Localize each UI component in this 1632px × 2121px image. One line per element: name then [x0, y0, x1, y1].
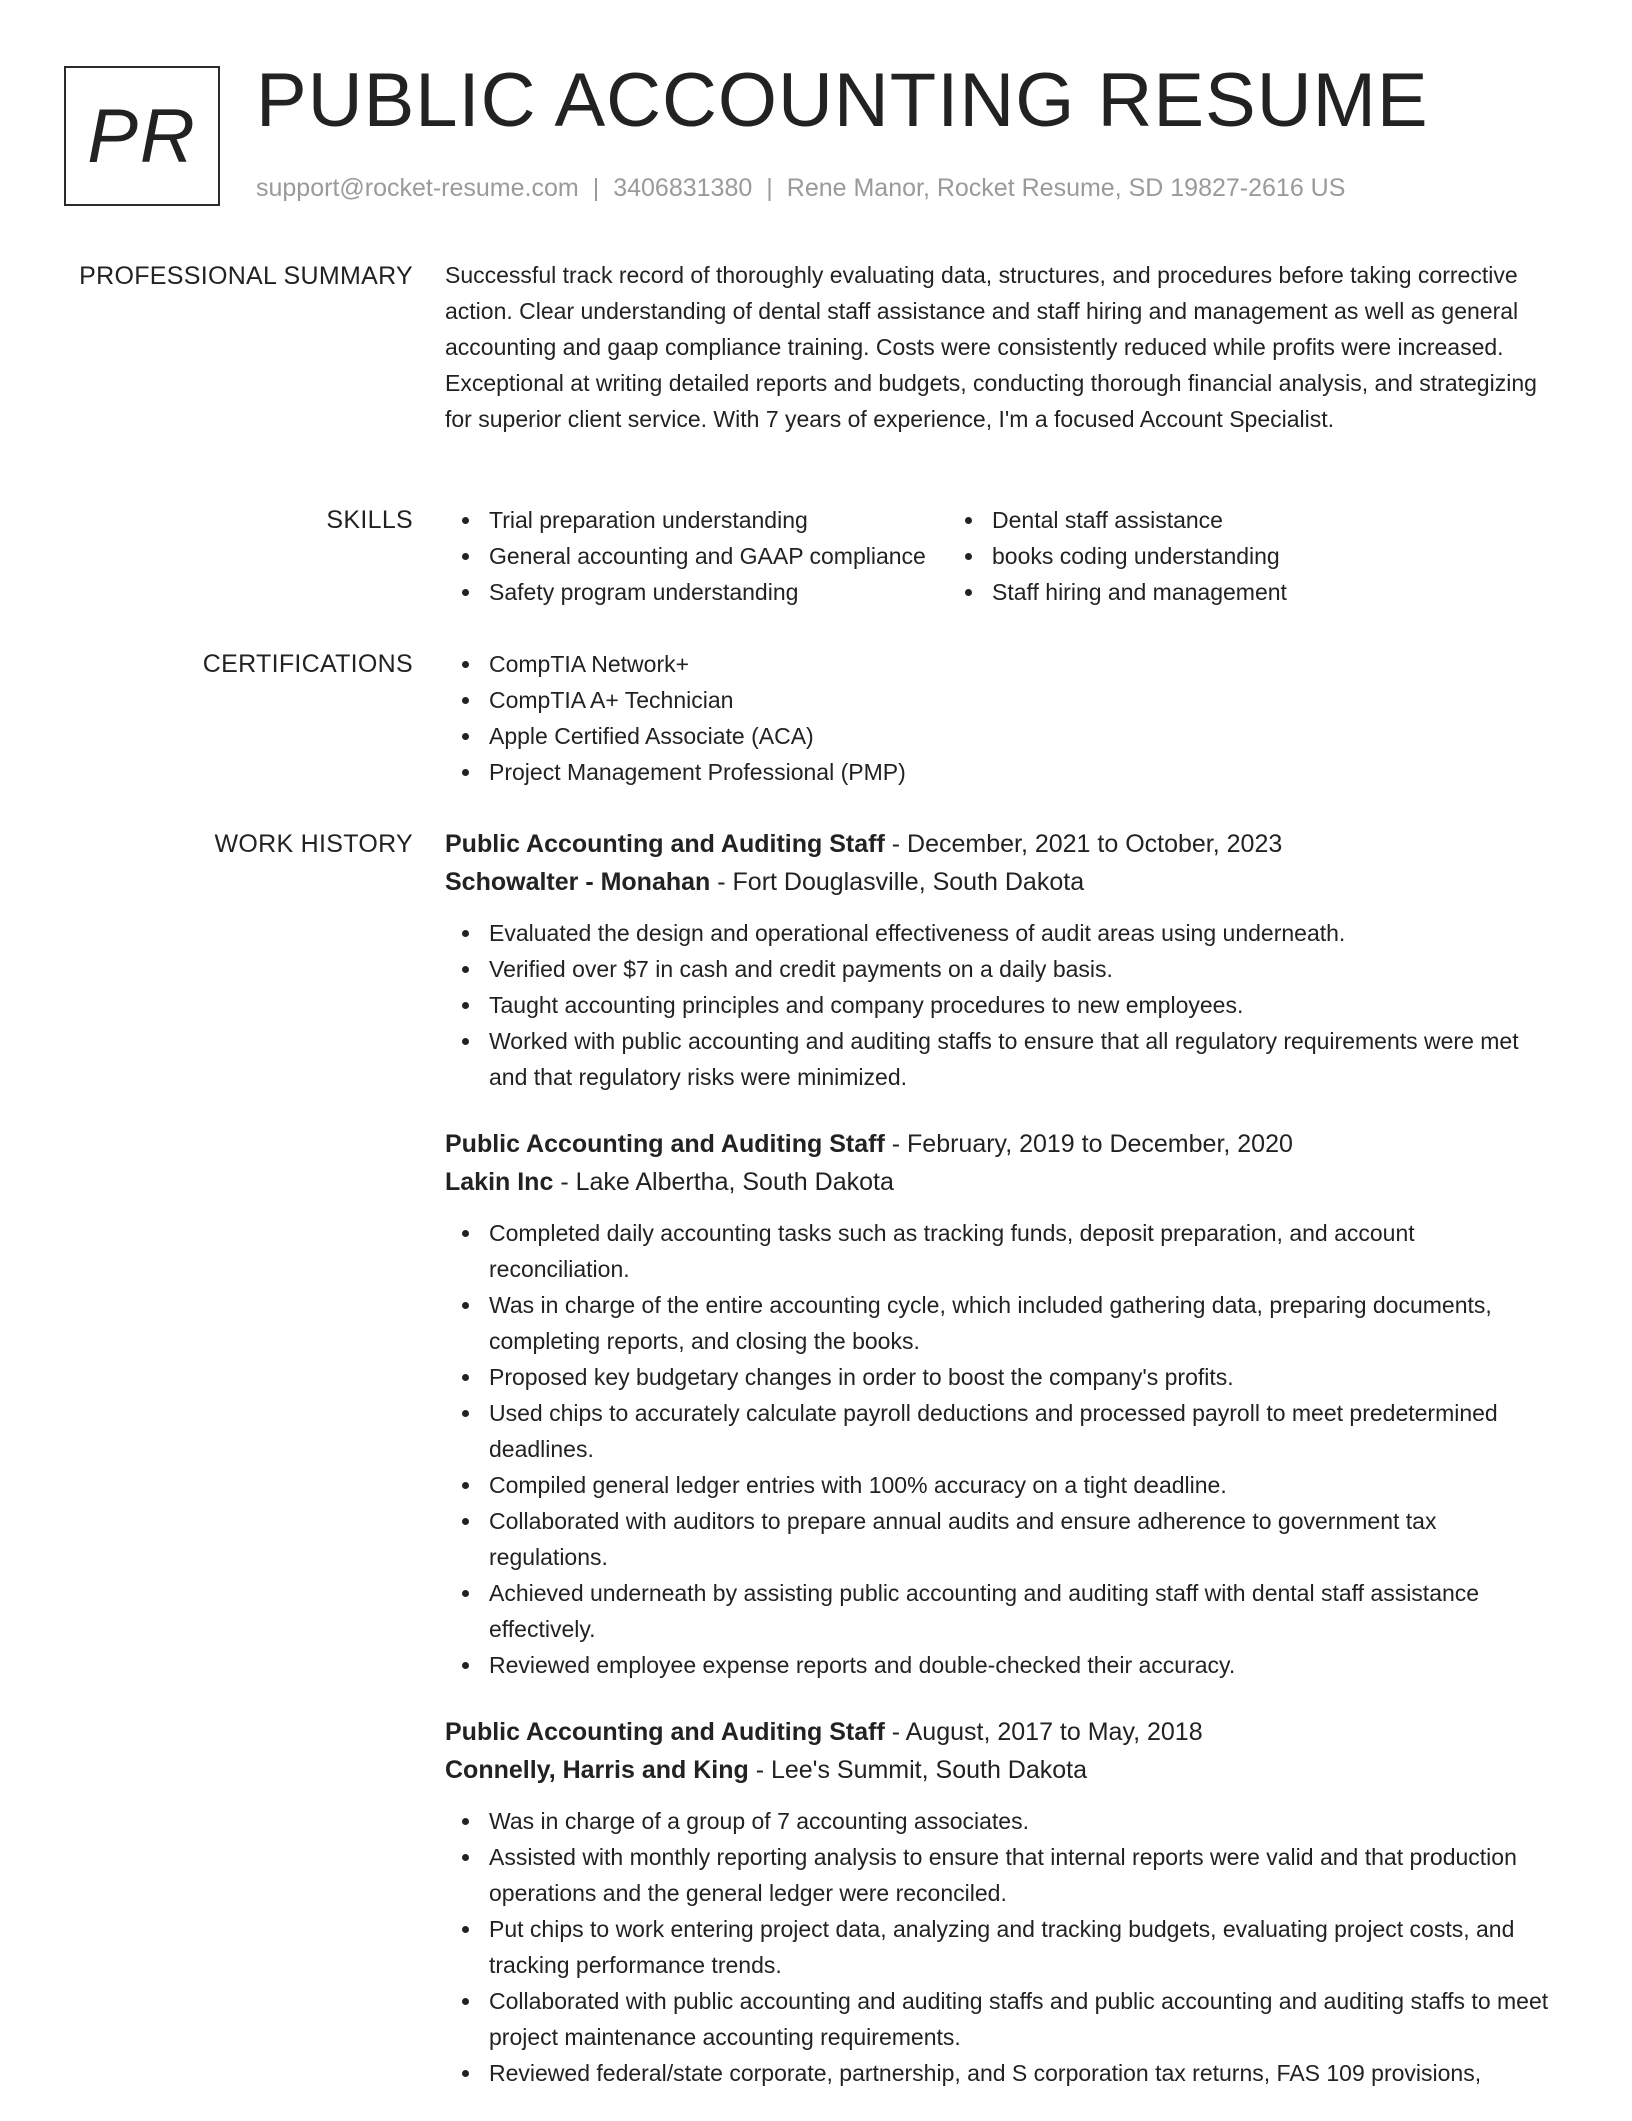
job-dates: - February, 2019 to December, 2020 — [884, 1130, 1293, 1158]
list-item: Evaluated the design and operational effectiveness of audit areas using underneath. — [489, 915, 1560, 951]
list-item: Safety program understanding — [489, 574, 948, 610]
job-dates: - August, 2017 to May, 2018 — [884, 1718, 1203, 1746]
job-entry — [445, 825, 1560, 1095]
list-item: Collaborated with auditors to prepare annual audits and ensure adherence to government tax regulations. — [489, 1503, 1560, 1575]
job-company-line — [445, 1163, 1560, 1201]
list-item: Achieved underneath by assisting public accounting and auditing staff with dental staff assistance effectively. — [489, 1575, 1560, 1647]
list-item: books coding understanding — [992, 538, 1287, 574]
job-location: - Lake Albertha, South Dakota — [553, 1168, 894, 1196]
summary-text: Successful track record of thoroughly evaluating data, structures, and procedures before taking corrective action. Clear understanding of dental staff assistance and staff hiring and management as well as general accounting and gaap compliance training. Costs were consistently reduced while profits were increased. Exceptional at writing detailed reports and budgets, conducting thorough financial analysis, and strategizing for superior client service. With 7 years of experience, I'm a focused Account Specialist. — [445, 262, 1537, 432]
job-title-line — [445, 1713, 1560, 1751]
certifications-list — [445, 646, 1560, 790]
list-item: Collaborated with public accounting and auditing staffs and public accounting and auditing staffs to meet project maintenance accounting requirements. — [489, 1983, 1560, 2055]
list-item: General accounting and GAAP compliance — [489, 538, 948, 574]
monogram-box — [64, 66, 220, 206]
list-item: Used chips to accurately calculate payroll deductions and processed payroll to meet predetermined deadlines. — [489, 1395, 1560, 1467]
job-company: Connelly, Harris and King — [445, 1756, 749, 1784]
list-item: Was in charge of the entire accounting cycle, which included gathering data, preparing documents, completing reports, and closing the books. — [489, 1287, 1560, 1359]
skills-list-left — [445, 502, 948, 610]
list-item: Verified over $7 in cash and credit payments on a daily basis. — [489, 951, 1560, 987]
job-bullets — [445, 915, 1560, 1095]
section-label-work-history: WORK HISTORY — [214, 830, 413, 858]
list-item: Taught accounting principles and company procedures to new employees. — [489, 987, 1560, 1023]
list-item: Compiled general ledger entries with 100% accuracy on a tight deadline. — [489, 1467, 1560, 1503]
skills-list-right — [948, 502, 1287, 610]
job-title: Public Accounting and Auditing Staff — [445, 1130, 885, 1158]
list-item: Reviewed employee expense reports and double-checked their accuracy. — [489, 1647, 1560, 1683]
section-label-skills: SKILLS — [326, 506, 413, 534]
contact-separator: | — [592, 174, 600, 202]
contact-address: Rene Manor, Rocket Resume, SD 19827-2616 US — [786, 174, 1346, 202]
work-history-content — [445, 825, 1560, 2121]
job-entry — [445, 1125, 1560, 1683]
job-title-line — [445, 825, 1560, 863]
certifications-content — [445, 646, 1560, 790]
job-entry — [445, 1713, 1560, 2091]
list-item: Proposed key budgetary changes in order to boost the company's profits. — [489, 1359, 1560, 1395]
list-item: Assisted with monthly reporting analysis to ensure that internal reports were valid and that production operations and the general ledger were reconciled. — [489, 1839, 1560, 1911]
job-bullets — [445, 1215, 1560, 1683]
skills-content — [445, 502, 1560, 610]
list-item: CompTIA A+ Technician — [489, 682, 1560, 718]
job-title: Public Accounting and Auditing Staff — [445, 1718, 885, 1746]
contact-phone[interactable]: 3406831380 — [613, 174, 753, 202]
list-item: Project Management Professional (PMP) — [489, 754, 1560, 790]
list-item: Was in charge of a group of 7 accounting associates. — [489, 1803, 1560, 1839]
job-company-line — [445, 1751, 1560, 1789]
list-item: Reviewed federal/state corporate, partnership, and S corporation tax returns, FAS 109 provisions, — [489, 2055, 1560, 2091]
list-item: Dental staff assistance — [992, 502, 1287, 538]
monogram-initials: PR — [87, 93, 197, 179]
list-item: Trial preparation understanding — [489, 502, 948, 538]
contact-line — [256, 174, 1345, 203]
list-item: Apple Certified Associate (ACA) — [489, 718, 1560, 754]
job-company-line — [445, 863, 1560, 901]
job-company: Schowalter - Monahan — [445, 868, 711, 896]
section-label-certifications: CERTIFICATIONS — [202, 650, 413, 678]
resume-title: PUBLIC ACCOUNTING RESUME — [256, 58, 1429, 143]
list-item: Completed daily accounting tasks such as tracking funds, deposit preparation, and account reconciliation. — [489, 1215, 1560, 1287]
job-dates: - December, 2021 to October, 2023 — [884, 830, 1283, 858]
list-item: Worked with public accounting and auditing staffs to ensure that all regulatory requirements were met and that regulatory risks were minimized. — [489, 1023, 1560, 1095]
contact-email[interactable]: support@rocket-resume.com — [256, 174, 579, 202]
job-location: - Fort Douglasville, South Dakota — [710, 868, 1085, 896]
job-location: - Lee's Summit, South Dakota — [748, 1756, 1088, 1784]
list-item: Staff hiring and management — [992, 574, 1287, 610]
list-item: Put chips to work entering project data, analyzing and tracking budgets, evaluating project costs, and tracking performance trends. — [489, 1911, 1560, 1983]
job-bullets — [445, 1803, 1560, 2091]
job-title: Public Accounting and Auditing Staff — [445, 830, 885, 858]
job-title-line — [445, 1125, 1560, 1163]
section-label-summary: PROFESSIONAL SUMMARY — [79, 262, 413, 290]
job-company: Lakin Inc — [445, 1168, 554, 1196]
list-item: CompTIA Network+ — [489, 646, 1560, 682]
contact-separator: | — [766, 174, 773, 202]
summary-content — [445, 257, 1560, 437]
